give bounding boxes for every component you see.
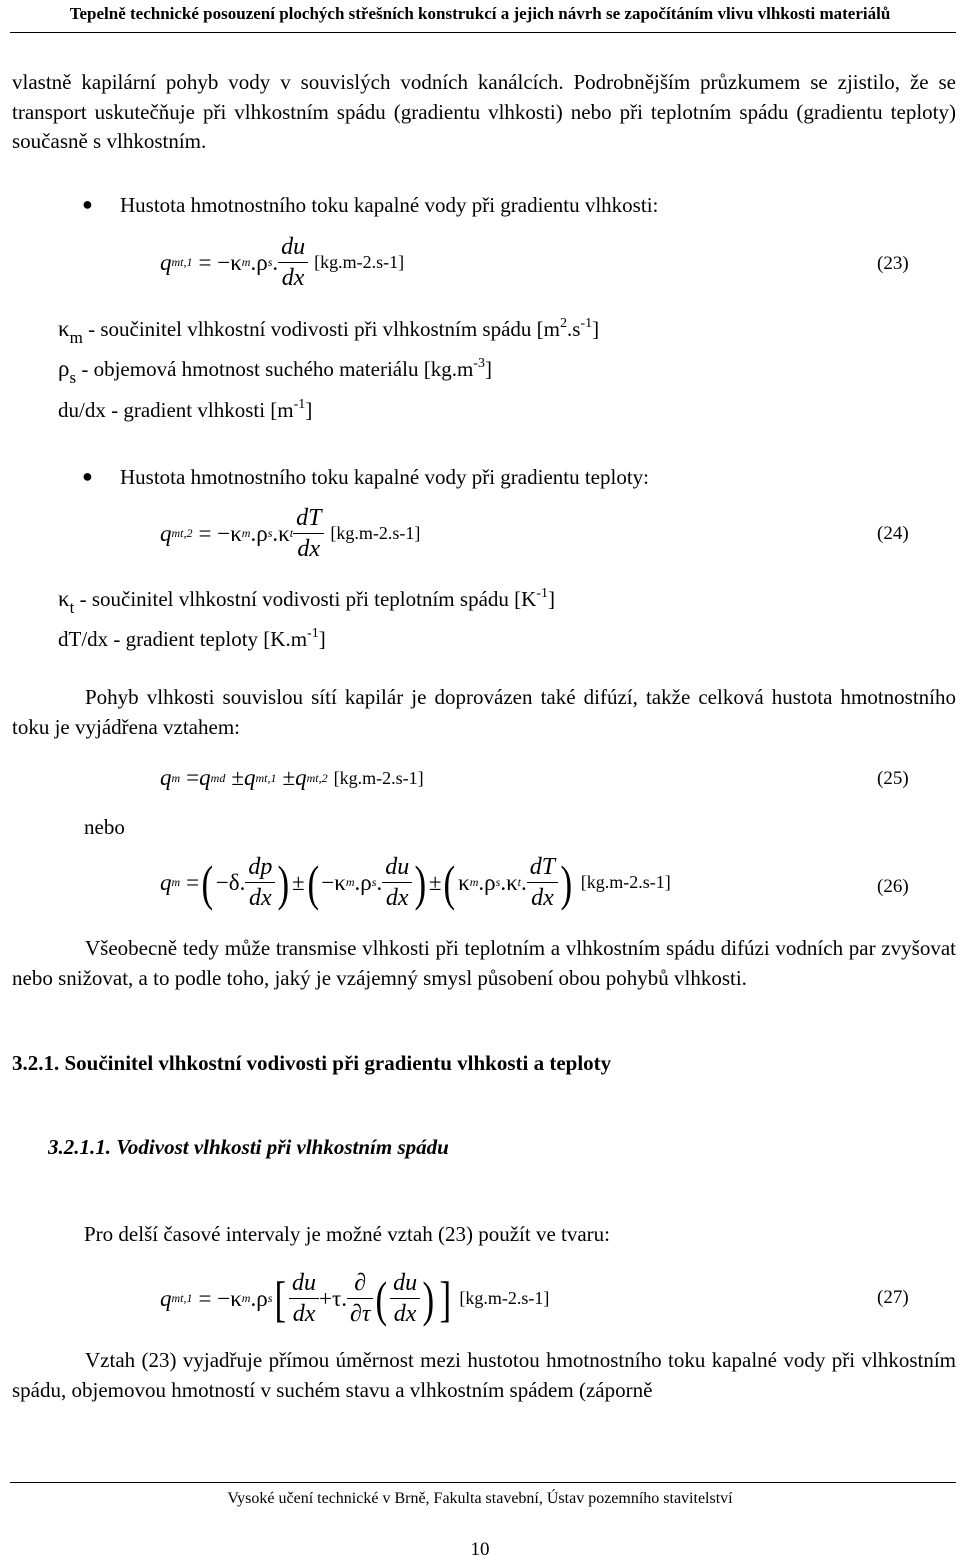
- definition-rho-s: $\rho_s$ - objemová hmotnost suchého materiálu $[kg.m^{-3}]$: [58, 356, 492, 387]
- page-header: [0, 0, 960, 34]
- nebo-label: nebo: [84, 815, 125, 839]
- paragraph-2: Pohyb vlhkosti souvislou sítí kapilár je doprovázen také difúzí, takže celková hustota hmotnostního toku je vyjádřena vztahem:: [12, 685, 956, 739]
- bullet-dot: ●: [82, 466, 93, 486]
- unit-24: [kg.m-2.s-1]: [330, 523, 421, 543]
- equation-25: q m = q md ± q mt,1 ± q mt,2 [kg.m-2.s-1]: [160, 765, 424, 790]
- unit-26: [kg.m-2.s-1]: [580, 872, 671, 892]
- definition-dT-dx: dT/dx - gradient teploty $[K.m^{-1}]$: [58, 626, 326, 651]
- equation-24: q mt,2 = −κ m .ρ s .κ t $\frac{dT}{dx}$ [kg.m-2.s-1]: [160, 505, 421, 562]
- header-title: Tepelně technické posouzení plochých střešních konstrukcí a jejich návrh se započítáním vlivu vlhkosti materiálů: [69, 4, 891, 23]
- unit-27: [kg.m-2.s-1]: [459, 1288, 550, 1308]
- definition-kappa-t: $\kappa_t$ - součinitel vlhkostní vodivosti při teplotním spádu $[K^{-1}]$: [58, 586, 555, 617]
- equation-number-27: (27): [877, 1287, 909, 1308]
- equation-number-25: (25): [877, 768, 909, 789]
- subsection-heading: 3.2.1.1. Vodivost vlhkosti při vlhkostním spádu: [48, 1135, 449, 1159]
- section-heading: 3.2.1. Součinitel vlhkostní vodivosti při gradientu vlhkosti a teploty: [12, 1051, 612, 1075]
- paragraph-1: vlastně kapilární pohyb vody v souvislých vodních kanálcích. Podrobnějším průzkumem se zjistilo, že se transport uskutečňuje při vlhkostním spádu (gradientu vlhkosti) nebo při teplotním spádu (gradientu teploty) současně s vlhkostním.: [12, 70, 956, 153]
- page-number: 10: [470, 1539, 490, 1560]
- bullet-dot: ●: [82, 194, 93, 214]
- intro-eq27: Pro delší časové intervaly je možné vztah (23) použít ve tvaru:: [84, 1222, 610, 1246]
- bullet-1: Hustota hmotnostního toku kapalné vody při gradientu vlhkosti:: [120, 193, 659, 217]
- equation-26: q m = ( −δ. $\frac{dp}{dx}$ ) ± ( −κ m .ρ s . $\frac{du}{dx}$ ) ± ( κ m .ρ s .κ t . $\frac{dT}{dx}$ ) [kg.m-2.s-1]: [160, 854, 671, 911]
- footer-rule: [10, 1482, 956, 1483]
- header-rule: [10, 32, 956, 33]
- equation-number-26: (26): [877, 876, 909, 897]
- definition-du-dx: du/dx - gradient vlhkosti $[m^{-1}]$: [58, 397, 313, 422]
- unit-25: [kg.m-2.s-1]: [333, 767, 424, 788]
- paragraph-3: Všeobecně tedy může transmise vlhkosti při teplotním a vlhkostním spádu difúzi vodních par zvyšovat nebo snižovat, a to podle toho, jaký je vzájemný smysl působení obou pohybů vlhkosti.: [12, 936, 956, 990]
- equation-27: q mt,1 = −κ m .ρ s [ $\frac{du}{dx}$ +τ. $\frac{\partial}{\partial\tau}$ ( $\frac{du}{dx}$ ) ] [kg.m-2.s-1]: [160, 1270, 550, 1327]
- equation-23: q mt,1 = −κ m .ρ s . $\frac{du}{dx}$ [kg.m-2.s-1]: [160, 234, 405, 291]
- definition-kappa-m: $\kappa_m$ - součinitel vlhkostní vodivosti při vlhkostním spádu $[m^2.s^{-1}]$: [58, 316, 600, 347]
- fraction-du-dx: $\frac{du}{dx}$: [278, 232, 308, 293]
- bullet-2: Hustota hmotnostního toku kapalné vody při gradientu teploty:: [120, 465, 650, 489]
- footer-text: Vysoké učení technické v Brně, Fakulta stavební, Ústav pozemního stavitelství: [227, 1490, 733, 1507]
- fraction-dT-dx: $\frac{dT}{dx}$: [293, 503, 324, 564]
- unit-23: [kg.m-2.s-1]: [314, 252, 405, 272]
- equation-number-23: (23): [877, 253, 909, 274]
- paragraph-4: Vztah (23) vyjadřuje přímou úměrnost mezi hustotou hmotnostního toku kapalné vody při vlhkostním spádu, objemovou hmotností v suchém stavu a vlhkostním spádem (záporně: [12, 1348, 956, 1402]
- equation-number-24: (24): [877, 523, 909, 544]
